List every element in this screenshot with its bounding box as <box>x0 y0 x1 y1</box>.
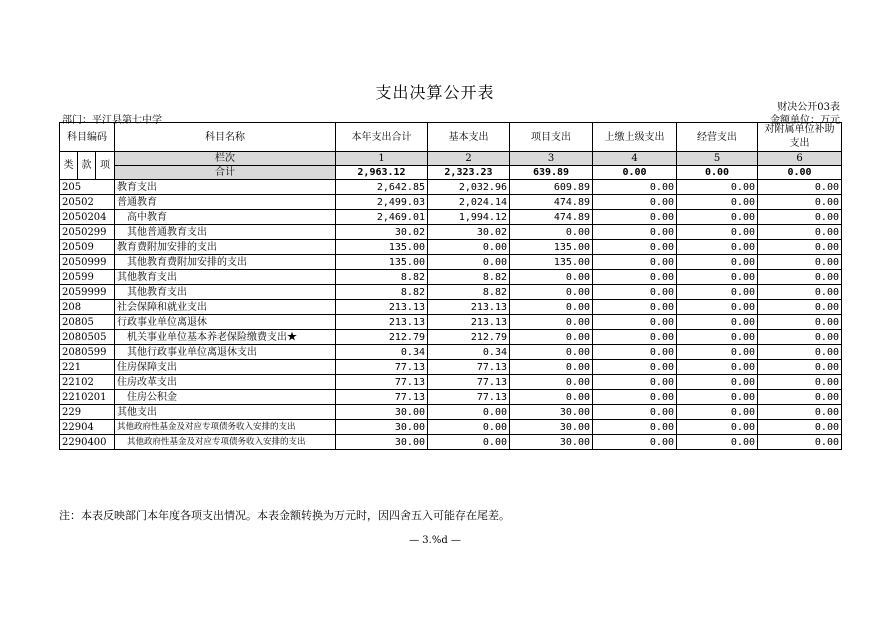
amount-cell: 0.00 <box>510 315 593 330</box>
subject-name: 其他政府性基金及对应专项债务收入安排的支出 <box>115 435 336 450</box>
amount-cell: 30.00 <box>336 435 428 450</box>
amount-cell: 0.00 <box>758 435 842 450</box>
amount-cell: 2,469.01 <box>336 210 428 225</box>
table-row <box>60 315 842 330</box>
amount-cell: 0.00 <box>758 345 842 360</box>
amount-cell: 0.00 <box>677 420 758 435</box>
amount-cell: 0.00 <box>593 375 677 390</box>
amount-cell: 0.00 <box>593 240 677 255</box>
amount-cell: 0.00 <box>428 240 510 255</box>
amount-cell: 30.00 <box>510 405 593 420</box>
subject-name: 其他教育费附加安排的支出 <box>115 255 336 270</box>
amount-cell: 0.00 <box>428 435 510 450</box>
amount-cell: 30.00 <box>510 420 593 435</box>
table-row <box>60 255 842 270</box>
amount-cell: 77.13 <box>428 360 510 375</box>
table-row <box>60 210 842 225</box>
amount-cell: 135.00 <box>510 240 593 255</box>
amount-cell: 0.00 <box>677 435 758 450</box>
header-lei: 类 <box>60 152 78 180</box>
subject-name: 机关事业单位基本养老保险缴费支出★ <box>115 330 336 345</box>
amount-cell: 0.00 <box>593 330 677 345</box>
amount-cell: 0.00 <box>677 405 758 420</box>
amount-cell: 8.82 <box>428 270 510 285</box>
amount-cell: 0.00 <box>758 180 842 195</box>
amount-cell: 77.13 <box>336 390 428 405</box>
subject-name: 普通教育 <box>115 195 336 210</box>
amount-cell: 77.13 <box>428 375 510 390</box>
subject-name: 其他支出 <box>115 405 336 420</box>
amount-cell: 0.00 <box>593 435 677 450</box>
header-subsidiary: 对附属单位补助支出 <box>758 123 842 152</box>
amount-cell: 0.00 <box>593 195 677 210</box>
table-row <box>60 345 842 360</box>
table-row <box>60 420 842 435</box>
amount-cell: 135.00 <box>510 255 593 270</box>
col-num: 1 <box>336 152 428 166</box>
subject-code: 2210201 <box>60 390 115 405</box>
amount-cell: 8.82 <box>336 285 428 300</box>
subject-code: 20805 <box>60 315 115 330</box>
amount-cell: 0.00 <box>758 390 842 405</box>
table-row <box>60 300 842 315</box>
table-row <box>60 225 842 240</box>
amount-cell: 30.00 <box>336 405 428 420</box>
table-row <box>60 435 842 450</box>
footnote: 注：本表反映部门本年度各项支出情况。本表金额转换为万元时，因四舍五入可能存在尾差。 <box>59 509 510 522</box>
amount-cell: 30.02 <box>428 225 510 240</box>
header-subject-code: 科目编码 <box>60 123 115 152</box>
amount-cell: 0.00 <box>510 285 593 300</box>
subject-code: 2080599 <box>60 345 115 360</box>
amount-cell: 77.13 <box>336 360 428 375</box>
col-num: 6 <box>758 152 842 166</box>
amount-cell: 0.00 <box>758 315 842 330</box>
amount-cell: 0.00 <box>593 315 677 330</box>
amount-cell: 0.00 <box>677 240 758 255</box>
amount-cell: 0.00 <box>593 255 677 270</box>
amount-unit-label: 金额单位：万元 <box>770 115 840 126</box>
total-value: 0.00 <box>758 166 842 180</box>
amount-cell: 0.00 <box>677 285 758 300</box>
amount-cell: 0.00 <box>510 360 593 375</box>
amount-cell: 0.00 <box>758 360 842 375</box>
department-label: 部门：平江县第七中学 <box>62 115 162 126</box>
amount-cell: 213.13 <box>336 300 428 315</box>
amount-cell: 0.00 <box>593 360 677 375</box>
amount-cell: 0.34 <box>428 345 510 360</box>
header-kuan: 款 <box>78 152 96 180</box>
form-number: 财决公开03表 <box>777 102 840 113</box>
amount-cell: 30.00 <box>336 420 428 435</box>
amount-cell: 0.00 <box>677 225 758 240</box>
amount-cell: 2,024.14 <box>428 195 510 210</box>
amount-cell: 8.82 <box>336 270 428 285</box>
subject-code: 205 <box>60 180 115 195</box>
amount-cell: 0.00 <box>758 405 842 420</box>
amount-cell: 0.00 <box>593 210 677 225</box>
amount-cell: 213.13 <box>428 300 510 315</box>
amount-cell: 0.00 <box>593 270 677 285</box>
amount-cell: 30.02 <box>336 225 428 240</box>
subject-name: 高中教育 <box>115 210 336 225</box>
subject-name: 住房保障支出 <box>115 360 336 375</box>
col-num: 3 <box>510 152 593 166</box>
amount-cell: 0.00 <box>677 180 758 195</box>
amount-cell: 0.00 <box>593 420 677 435</box>
subject-code: 22102 <box>60 375 115 390</box>
subject-name: 行政事业单位离退休 <box>115 315 336 330</box>
header-basic: 基本支出 <box>428 123 510 152</box>
amount-cell: 0.00 <box>428 405 510 420</box>
table-row <box>60 360 842 375</box>
subject-code: 221 <box>60 360 115 375</box>
table-row <box>60 270 842 285</box>
amount-cell: 0.00 <box>593 285 677 300</box>
total-value: 2,963.12 <box>336 166 428 180</box>
subject-name: 其他教育支出 <box>115 270 336 285</box>
subject-name: 教育支出 <box>115 180 336 195</box>
total-value: 2,323.23 <box>428 166 510 180</box>
amount-cell: 2,642.85 <box>336 180 428 195</box>
amount-cell: 0.00 <box>510 300 593 315</box>
amount-cell: 0.00 <box>677 195 758 210</box>
total-value: 0.00 <box>677 166 758 180</box>
amount-cell: 0.00 <box>758 225 842 240</box>
amount-cell: 0.00 <box>677 255 758 270</box>
subject-name: 教育费附加安排的支出 <box>115 240 336 255</box>
col-num: 2 <box>428 152 510 166</box>
amount-cell: 212.79 <box>336 330 428 345</box>
amount-cell: 0.00 <box>510 375 593 390</box>
header-xiang: 项 <box>96 152 115 180</box>
subject-name: 社会保障和就业支出 <box>115 300 336 315</box>
amount-cell: 0.00 <box>677 270 758 285</box>
amount-cell: 0.00 <box>677 360 758 375</box>
page-number: — 3.%d — <box>409 535 461 546</box>
table-body <box>60 180 842 450</box>
subject-code: 20599 <box>60 270 115 285</box>
amount-cell: 0.00 <box>758 285 842 300</box>
amount-cell: 609.89 <box>510 180 593 195</box>
expenditure-table <box>59 122 842 450</box>
amount-cell: 0.00 <box>677 390 758 405</box>
amount-cell: 30.00 <box>510 435 593 450</box>
amount-cell: 77.13 <box>428 390 510 405</box>
total-label: 合计 <box>115 166 336 180</box>
amount-cell: 1,994.12 <box>428 210 510 225</box>
amount-cell: 2,032.96 <box>428 180 510 195</box>
amount-cell: 213.13 <box>428 315 510 330</box>
subject-code: 20509 <box>60 240 115 255</box>
table-row <box>60 195 842 210</box>
table-row <box>60 405 842 420</box>
amount-cell: 0.00 <box>677 315 758 330</box>
header-column-label: 栏次 <box>115 152 336 166</box>
table-row <box>60 330 842 345</box>
amount-cell: 0.00 <box>593 180 677 195</box>
amount-cell: 0.00 <box>758 270 842 285</box>
subject-code: 2059999 <box>60 285 115 300</box>
amount-cell: 474.89 <box>510 195 593 210</box>
subject-name: 住房公积金 <box>115 390 336 405</box>
amount-cell: 77.13 <box>336 375 428 390</box>
total-value: 0.00 <box>593 166 677 180</box>
amount-cell: 0.00 <box>510 330 593 345</box>
amount-cell: 8.82 <box>428 285 510 300</box>
header-total: 本年支出合计 <box>336 123 428 152</box>
amount-cell: 0.00 <box>677 345 758 360</box>
amount-cell: 135.00 <box>336 255 428 270</box>
amount-cell: 0.00 <box>758 420 842 435</box>
amount-cell: 0.00 <box>758 300 842 315</box>
amount-cell: 0.00 <box>677 375 758 390</box>
table-row <box>60 180 842 195</box>
subject-code: 20502 <box>60 195 115 210</box>
amount-cell: 0.00 <box>593 405 677 420</box>
page-title: 支出决算公开表 <box>375 83 495 102</box>
amount-cell: 0.00 <box>593 390 677 405</box>
header-business: 经营支出 <box>677 123 758 152</box>
table-row <box>60 375 842 390</box>
subject-code: 2050299 <box>60 225 115 240</box>
header-upper: 上缴上级支出 <box>593 123 677 152</box>
amount-cell: 2,499.03 <box>336 195 428 210</box>
subject-name: 其他普通教育支出 <box>115 225 336 240</box>
subject-name: 其他政府性基金及对应专项债务收入安排的支出 <box>115 420 336 435</box>
amount-cell: 0.00 <box>677 210 758 225</box>
amount-cell: 0.00 <box>758 210 842 225</box>
subject-name: 其他行政事业单位离退休支出 <box>115 345 336 360</box>
subject-code: 229 <box>60 405 115 420</box>
amount-cell: 0.00 <box>677 300 758 315</box>
col-num: 5 <box>677 152 758 166</box>
amount-cell: 213.13 <box>336 315 428 330</box>
subject-code: 2050204 <box>60 210 115 225</box>
header-subject-name: 科目名称 <box>115 123 336 152</box>
amount-cell: 0.00 <box>758 330 842 345</box>
subject-code: 208 <box>60 300 115 315</box>
table-row <box>60 285 842 300</box>
amount-cell: 0.00 <box>510 225 593 240</box>
table-row <box>60 240 842 255</box>
amount-cell: 212.79 <box>428 330 510 345</box>
amount-cell: 0.00 <box>510 270 593 285</box>
amount-cell: 0.00 <box>510 345 593 360</box>
subject-code: 22904 <box>60 420 115 435</box>
amount-cell: 0.00 <box>593 225 677 240</box>
amount-cell: 0.00 <box>758 240 842 255</box>
subject-code: 2080505 <box>60 330 115 345</box>
amount-cell: 474.89 <box>510 210 593 225</box>
amount-cell: 0.34 <box>336 345 428 360</box>
amount-cell: 0.00 <box>758 375 842 390</box>
amount-cell: 0.00 <box>758 195 842 210</box>
subject-name: 其他教育支出 <box>115 285 336 300</box>
amount-cell: 0.00 <box>593 300 677 315</box>
subject-name: 住房改革支出 <box>115 375 336 390</box>
table-row <box>60 390 842 405</box>
amount-cell: 0.00 <box>677 330 758 345</box>
subject-code: 2290400 <box>60 435 115 450</box>
amount-cell: 0.00 <box>593 345 677 360</box>
amount-cell: 135.00 <box>336 240 428 255</box>
amount-cell: 0.00 <box>428 255 510 270</box>
header-project: 项目支出 <box>510 123 593 152</box>
amount-cell: 0.00 <box>758 255 842 270</box>
subject-code: 2050999 <box>60 255 115 270</box>
amount-cell: 0.00 <box>428 420 510 435</box>
total-value: 639.89 <box>510 166 593 180</box>
amount-cell: 0.00 <box>510 390 593 405</box>
col-num: 4 <box>593 152 677 166</box>
